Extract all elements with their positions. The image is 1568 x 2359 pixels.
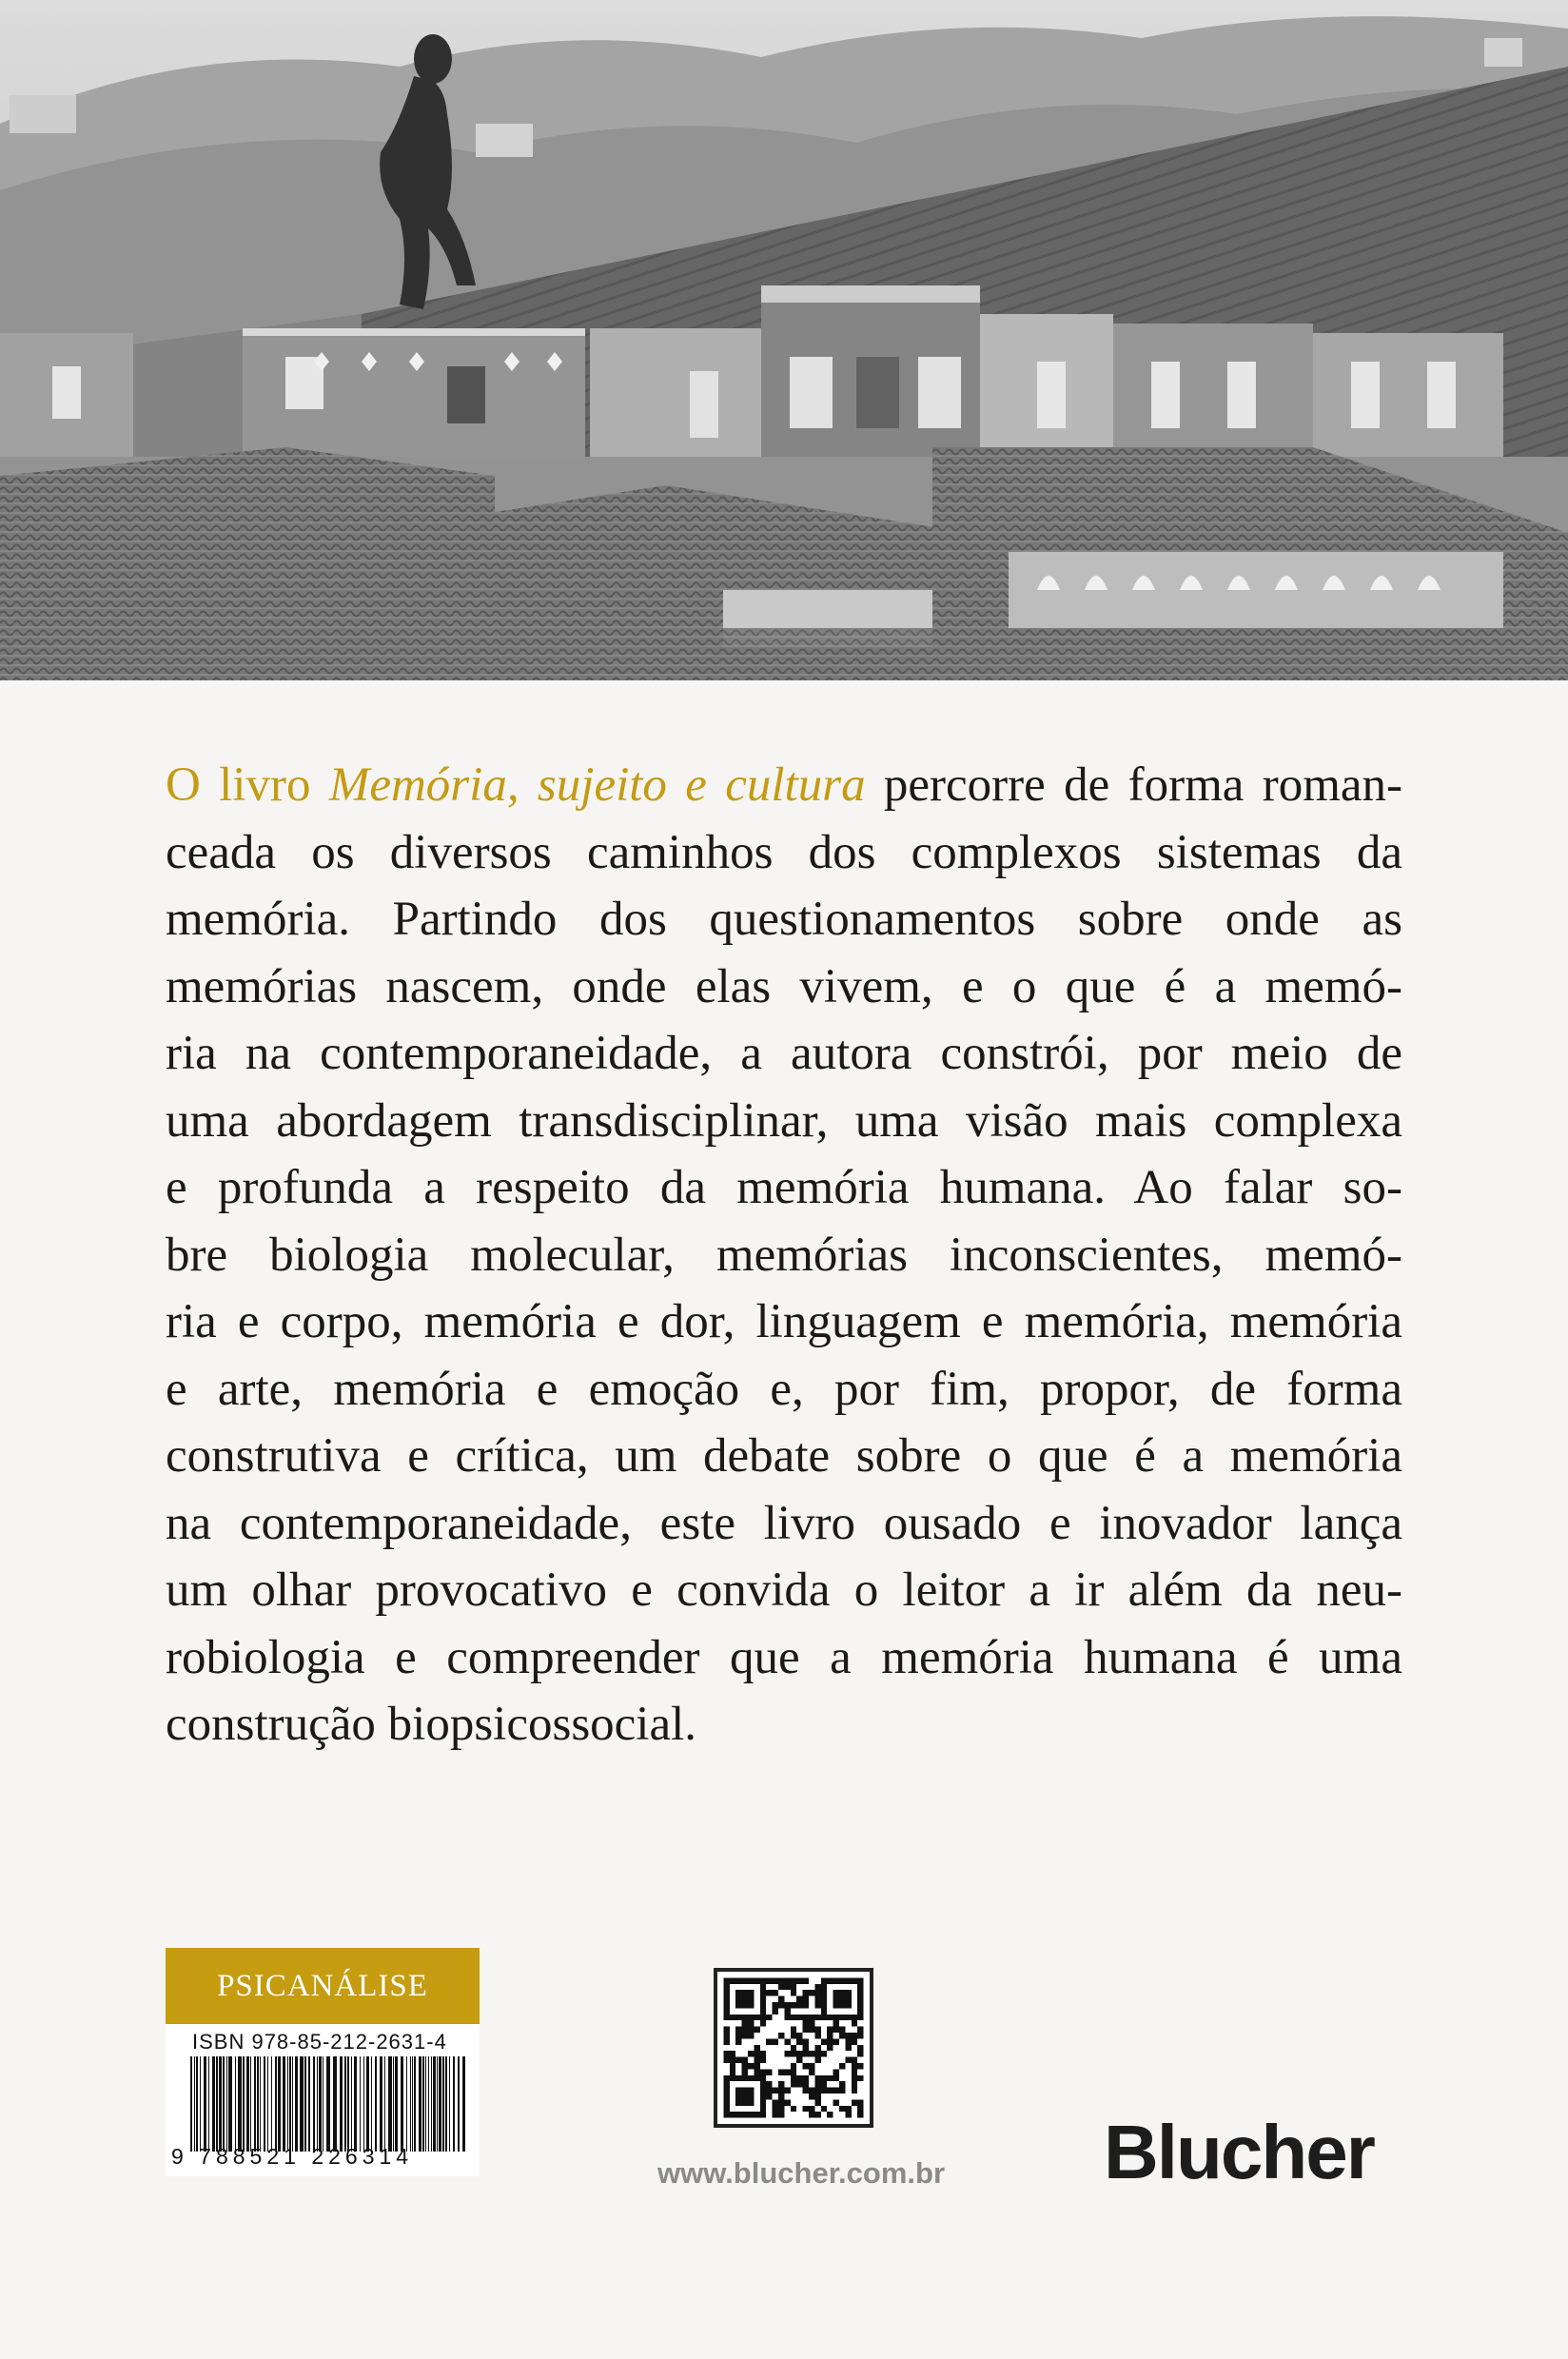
- qr-module: [784, 1977, 790, 1983]
- qr-module: [778, 2002, 784, 2008]
- barcode-bar: [414, 2056, 416, 2152]
- qr-module: [827, 2033, 833, 2038]
- qr-module: [742, 2020, 748, 2026]
- barcode-bar: [431, 2056, 432, 2152]
- qr-module: [760, 2051, 766, 2056]
- qr-module: [814, 2015, 820, 2020]
- barcode-bar: [287, 2056, 288, 2152]
- qr-module: [857, 2027, 863, 2033]
- barcode-bar: [254, 2056, 256, 2152]
- qr-module: [796, 1996, 802, 2002]
- blurb-line: ria na contemporaneidade, a autora constrói, por meio de: [166, 1027, 1402, 1080]
- qr-module: [814, 2088, 820, 2094]
- barcode-bar: [308, 2056, 310, 2152]
- qr-module: [803, 2075, 809, 2081]
- qr-module: [796, 2051, 802, 2056]
- qr-module: [814, 1984, 820, 1990]
- barcode-bar: [360, 2056, 361, 2152]
- qr-module: [852, 2069, 857, 2074]
- barcode-bar: [439, 2056, 441, 2152]
- qr-module: [766, 2015, 772, 2020]
- qr-module: [803, 2002, 809, 2008]
- barcode-bar: [445, 2056, 447, 2152]
- barcode-bar: [295, 2056, 298, 2152]
- qr-module: [784, 2088, 790, 2094]
- qr-module: [778, 1984, 784, 1990]
- qr-module: [723, 2033, 729, 2038]
- qr-module: [814, 2112, 820, 2117]
- barcode-bar: [289, 2056, 291, 2152]
- qr-module: [857, 2075, 863, 2081]
- qr-module: [784, 2008, 790, 2014]
- qr-module: [754, 2063, 759, 2069]
- qr-module: [791, 1990, 796, 1995]
- qr-module: [803, 2045, 809, 2051]
- qr-module: [857, 2051, 863, 2056]
- qr-module: [803, 2020, 809, 2026]
- qr-module: [760, 2020, 766, 2026]
- blurb-line: na contemporaneidade, este livro ousado e inovador lança: [166, 1496, 1402, 1550]
- qr-module: [778, 2069, 784, 2074]
- qr-code-icon: [717, 1972, 870, 2124]
- qr-module: [742, 2063, 748, 2069]
- qr-module: [852, 2081, 857, 2087]
- qr-module: [827, 2038, 833, 2044]
- qr-code[interactable]: [714, 1968, 873, 2128]
- blurb-line: memória. Partindo dos questionamentos sobre onde as: [166, 893, 1402, 946]
- qr-module: [735, 1990, 754, 2008]
- barcode-bar: [453, 2056, 455, 2152]
- qr-module: [839, 2088, 845, 2094]
- barcode-bar: [384, 2056, 385, 2152]
- barcode-bars: [190, 2056, 466, 2152]
- barcode-bar: [326, 2056, 330, 2152]
- qr-module: [833, 2099, 839, 2105]
- barcode-bar: [196, 2056, 198, 2152]
- barcode-bar: [388, 2056, 392, 2152]
- blurb-line: construção biopsicossocial.: [166, 1698, 697, 1751]
- qr-module: [748, 2051, 754, 2056]
- qr-module: [852, 2033, 857, 2038]
- qr-module: [814, 2057, 820, 2063]
- barcode-bar: [204, 2056, 206, 2152]
- barcode-bar: [200, 2056, 201, 2152]
- qr-module: [778, 2112, 784, 2117]
- qr-module: [833, 2038, 839, 2044]
- qr-module: [735, 2038, 741, 2044]
- barcode-bar: [246, 2056, 249, 2152]
- blurb-line: bre biologia molecular, memórias inconscientes, memó-: [166, 1228, 1402, 1282]
- qr-module: [778, 1977, 784, 1983]
- qr-module: [809, 2094, 814, 2099]
- qr-module: [760, 2069, 766, 2074]
- barcode-bar: [363, 2056, 364, 2152]
- qr-module: [791, 2051, 796, 2056]
- blurb-line: construtiva e crítica, um debate sobre o que é a memória: [166, 1429, 1402, 1483]
- qr-module: [827, 2045, 833, 2051]
- qr-module: [784, 2015, 790, 2020]
- qr-module: [845, 2033, 851, 2038]
- cover-photo: [0, 0, 1568, 680]
- qr-module: [773, 2088, 778, 2094]
- qr-module: [803, 2088, 809, 2094]
- qr-module: [754, 2069, 759, 2074]
- barcode-bar: [228, 2056, 232, 2152]
- barcode-bar: [406, 2056, 407, 2152]
- barcode-bar: [260, 2056, 261, 2152]
- barcode-bar: [433, 2056, 436, 2152]
- qr-module: [754, 2045, 759, 2051]
- barcode-bar: [292, 2056, 293, 2152]
- barcode-bar: [208, 2056, 209, 2152]
- blurb-line: memórias nascem, onde elas vivem, e o que é a memó-: [166, 959, 1402, 1013]
- barcode-bar: [354, 2056, 357, 2152]
- qr-module: [814, 2045, 820, 2051]
- barcode-bar: [458, 2056, 460, 2152]
- barcode-bar: [371, 2056, 372, 2152]
- barcode-bar: [226, 2056, 227, 2152]
- barcode-bar: [250, 2056, 251, 2152]
- qr-module: [723, 2027, 729, 2033]
- qr-module: [839, 2033, 845, 2038]
- barcode-bar: [344, 2056, 346, 2152]
- barcode-bar: [422, 2056, 424, 2152]
- qr-module: [809, 2088, 814, 2094]
- barcode-bar: [317, 2056, 318, 2152]
- blurb-line: ceada os diversos caminhos dos complexos sistemas da: [166, 825, 1402, 879]
- barcode-bar: [219, 2056, 222, 2152]
- qr-module: [735, 2033, 741, 2038]
- qr-module: [845, 2112, 851, 2117]
- qr-module: [803, 2081, 809, 2087]
- qr-module: [791, 2106, 796, 2112]
- barcode-bar: [300, 2056, 304, 2152]
- qr-module: [833, 2069, 839, 2074]
- qr-module: [778, 1996, 784, 2002]
- qr-module: [796, 2075, 802, 2081]
- qr-module: [796, 2002, 802, 2008]
- qr-module: [814, 1990, 820, 1995]
- blurb-line: e arte, memória e emoção e, por fim, propor, de forma: [166, 1362, 1402, 1416]
- barcode-bar: [278, 2056, 281, 2152]
- qr-module: [857, 2099, 863, 2105]
- qr-module: [748, 2033, 754, 2038]
- qr-module: [809, 2051, 814, 2056]
- barcode-bar: [223, 2056, 225, 2152]
- qr-module: [796, 2033, 802, 2038]
- qr-module: [833, 2020, 839, 2026]
- qr-module: [754, 2057, 759, 2063]
- barcode-bar: [194, 2056, 195, 2152]
- barcode-bar: [313, 2056, 315, 2152]
- qr-module: [803, 1990, 809, 1995]
- qr-module: [814, 2075, 820, 2081]
- qr-module: [845, 2057, 851, 2063]
- qr-module: [852, 2088, 857, 2094]
- qr-module: [821, 2088, 827, 2094]
- barcode-bar: [271, 2056, 272, 2152]
- qr-module: [778, 2081, 784, 2087]
- barcode-bar: [264, 2056, 265, 2152]
- qr-module: [833, 2027, 839, 2033]
- qr-module: [784, 2002, 790, 2008]
- qr-module: [723, 2038, 729, 2044]
- qr-module: [791, 2002, 796, 2008]
- qr-module: [778, 2033, 784, 2038]
- qr-module: [742, 2057, 748, 2063]
- qr-module: [791, 2081, 796, 2087]
- qr-module: [723, 2051, 729, 2056]
- barcode-bar: [380, 2056, 382, 2152]
- qr-module: [735, 2057, 741, 2063]
- qr-module: [766, 1990, 772, 1995]
- qr-module: [809, 2020, 814, 2026]
- category-label: PSICANÁLISE: [166, 1948, 480, 2024]
- qr-module: [791, 2033, 796, 2038]
- qr-module: [809, 2063, 814, 2069]
- qr-module: [796, 1977, 802, 1983]
- qr-module: [852, 2020, 857, 2026]
- qr-module: [735, 2088, 754, 2106]
- qr-module: [766, 2081, 772, 2087]
- qr-module: [796, 2038, 802, 2044]
- barcode-bar: [304, 2056, 306, 2152]
- qr-module: [791, 2063, 796, 2069]
- qr-module: [796, 2057, 802, 2063]
- qr-module: [809, 2015, 814, 2020]
- barcode-bar: [212, 2056, 215, 2152]
- barcode-bar: [425, 2056, 426, 2152]
- barcode-bar: [243, 2056, 245, 2152]
- qr-module: [784, 2099, 790, 2105]
- qr-module: [754, 2051, 759, 2056]
- qr-module: [821, 2081, 827, 2087]
- barcode-digits: 9 788521 226314: [171, 2144, 414, 2169]
- qr-module: [809, 1990, 814, 1995]
- book-title: Memória, sujeito e cultura: [328, 758, 866, 812]
- qr-module: [803, 2038, 809, 2044]
- barcode-bar: [442, 2056, 444, 2152]
- barcode-bar: [347, 2056, 349, 2152]
- qr-module: [778, 2088, 784, 2094]
- qr-module: [784, 1984, 790, 1990]
- qr-module: [809, 2106, 814, 2112]
- qr-module: [833, 1990, 852, 2008]
- qr-module: [845, 2045, 851, 2051]
- blurb-line: ria e corpo, memória e dor, linguagem e memória, memória: [166, 1295, 1402, 1348]
- qr-module: [791, 2015, 796, 2020]
- barcode-bar: [235, 2056, 236, 2152]
- qr-module: [730, 2063, 735, 2069]
- qr-module: [814, 2033, 820, 2038]
- qr-module: [773, 2002, 778, 2008]
- qr-module: [839, 2063, 845, 2069]
- qr-module: [748, 2020, 754, 2026]
- qr-module: [814, 2027, 820, 2033]
- barcode-bar: [412, 2056, 413, 2152]
- qr-module: [814, 2094, 820, 2099]
- qr-module: [742, 2033, 748, 2038]
- barcode-bar: [257, 2056, 259, 2152]
- qr-module: [760, 2057, 766, 2063]
- qr-module: [773, 2112, 778, 2117]
- barcode-bar: [267, 2056, 268, 2152]
- qr-module: [754, 2027, 759, 2033]
- qr-module: [845, 2038, 851, 2044]
- barcode-bar: [449, 2056, 450, 2152]
- qr-module: [730, 2057, 735, 2063]
- qr-module: [839, 2027, 845, 2033]
- qr-module: [821, 2051, 827, 2056]
- barcode-bar: [419, 2056, 421, 2152]
- qr-module: [778, 2106, 784, 2112]
- qr-module: [821, 2106, 827, 2112]
- qr-module: [803, 2106, 809, 2112]
- qr-module: [784, 2038, 790, 2044]
- blurb-lead: O livro Memória, sujeito e cultura: [166, 758, 866, 812]
- qr-module: [814, 2002, 820, 2008]
- barcode-bar: [333, 2056, 337, 2152]
- qr-module: [852, 2057, 857, 2063]
- qr-module: [833, 2075, 839, 2081]
- qr-module: [803, 2063, 809, 2069]
- qr-module: [735, 2027, 741, 2033]
- qr-module: [773, 2099, 778, 2105]
- barcode-bar: [340, 2056, 343, 2152]
- barcode-bar: [238, 2056, 242, 2152]
- qr-module: [857, 2112, 863, 2117]
- barcode-bar: [375, 2056, 377, 2152]
- barcode-bar: [410, 2056, 411, 2152]
- qr-module: [791, 1977, 796, 1983]
- qr-module: [791, 2069, 796, 2074]
- publisher-logo: Blucher: [1104, 2110, 1374, 2194]
- qr-module: [730, 2069, 735, 2074]
- qr-module: [796, 2081, 802, 2087]
- qr-module: [766, 2088, 772, 2094]
- qr-module: [773, 1990, 778, 1995]
- qr-module: [803, 1996, 809, 2002]
- qr-module: [773, 2008, 778, 2014]
- qr-module: [852, 2099, 857, 2105]
- blurb-line: uma abordagem transdisciplinar, uma visão mais complexa: [166, 1093, 1402, 1148]
- qr-module: [852, 2038, 857, 2044]
- qr-module: [857, 2045, 863, 2051]
- qr-module: [748, 2027, 754, 2033]
- qr-module: [821, 2075, 827, 2081]
- qr-module: [803, 2051, 809, 2056]
- qr-module: [723, 2057, 729, 2063]
- qr-module: [809, 2112, 814, 2117]
- isbn-barcode: [166, 2024, 480, 2176]
- qr-module: [839, 2081, 845, 2087]
- qr-module: [742, 2027, 748, 2033]
- qr-module: [857, 2063, 863, 2069]
- barcode-bar: [395, 2056, 398, 2152]
- blurb-line: O livro Memória, sujeito e cultura percorre de forma roman-: [166, 758, 1402, 812]
- qr-module: [809, 2027, 814, 2033]
- qr-module: [833, 2088, 839, 2094]
- barcode-bar: [283, 2056, 285, 2152]
- barcode-bar: [366, 2056, 369, 2152]
- qr-module: [791, 2075, 796, 2081]
- qr-module: [857, 2106, 863, 2112]
- qr-module: [766, 1977, 772, 1983]
- qr-module: [766, 2038, 772, 2044]
- barcode-bar: [190, 2056, 192, 2152]
- qr-module: [773, 1977, 778, 1983]
- qr-module: [803, 2015, 809, 2020]
- isbn-text: ISBN 978-85-212-2631-4: [192, 2030, 447, 2054]
- qr-module: [852, 2063, 857, 2069]
- barcode-bar: [428, 2056, 429, 2152]
- qr-module: [766, 2069, 772, 2074]
- qr-module: [773, 2038, 778, 2044]
- qr-module: [742, 2069, 748, 2074]
- website-link[interactable]: www.blucher.com.br: [657, 2156, 946, 2190]
- qr-module: [814, 2081, 820, 2087]
- qr-module: [730, 2051, 735, 2056]
- town-photo-illustration: [0, 0, 1568, 680]
- qr-module: [839, 2106, 845, 2112]
- barcode-bar: [393, 2056, 394, 2152]
- qr-module: [857, 2033, 863, 2038]
- qr-module: [766, 2094, 772, 2099]
- barcode-bar: [437, 2056, 438, 2152]
- qr-module: [803, 1977, 809, 1983]
- qr-module: [796, 2015, 802, 2020]
- barcode-bar: [319, 2056, 322, 2152]
- blurb-text: [166, 752, 1402, 1759]
- qr-module: [827, 2112, 833, 2117]
- blurb-line: e profunda a respeito da memória humana. Ao falar so-: [166, 1161, 1402, 1214]
- qr-module: [809, 2069, 814, 2074]
- qr-module: [773, 2106, 778, 2112]
- barcode-bar: [401, 2056, 403, 2152]
- qr-module: [803, 2027, 809, 2033]
- qr-module: [814, 1996, 820, 2002]
- blurb-line: robiologia e compreender que a memória humana é uma: [166, 1630, 1402, 1684]
- qr-module: [784, 2051, 790, 2056]
- qr-module: [791, 1984, 796, 1990]
- barcode-bar: [462, 2056, 465, 2152]
- qr-module: [827, 2075, 833, 2081]
- qr-module: [791, 2027, 796, 2033]
- qr-module: [827, 2027, 833, 2033]
- qr-module: [784, 2069, 790, 2074]
- qr-module: [791, 2045, 796, 2051]
- qr-module: [845, 2106, 851, 2112]
- blurb-line: um olhar provocativo e convida o leitor a ir além da neu-: [166, 1563, 1402, 1617]
- qr-module: [821, 2038, 827, 2044]
- qr-module: [814, 2099, 820, 2105]
- barcode-bar: [275, 2056, 277, 2152]
- barcode-bar: [216, 2056, 218, 2152]
- qr-module: [827, 2088, 833, 2094]
- barcode-bar: [351, 2056, 352, 2152]
- qr-module: [778, 2099, 784, 2105]
- qr-module: [748, 2063, 754, 2069]
- qr-module: [814, 2051, 820, 2056]
- qr-module: [852, 2075, 857, 2081]
- qr-module: [778, 2094, 784, 2099]
